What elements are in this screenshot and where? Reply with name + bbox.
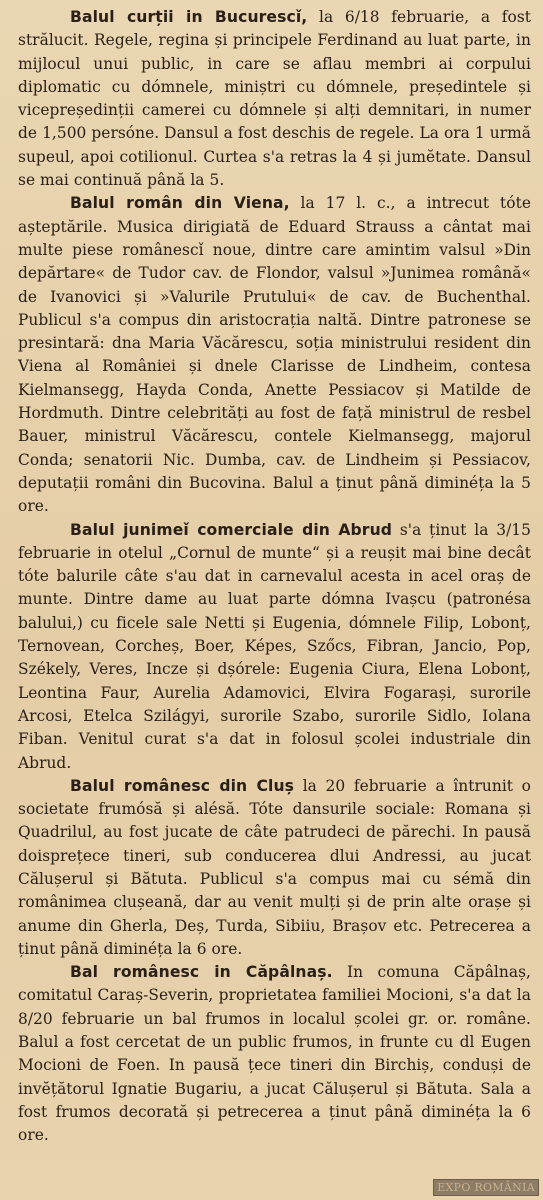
- article-heading: Balul junimeǐ comerciale din Abrud: [70, 520, 393, 539]
- watermark-label: EXPO ROMÂNIA: [433, 1179, 539, 1196]
- article-heading: Balul românesc din Cluș: [70, 776, 295, 795]
- article-text: [18, 192, 531, 518]
- article-text: [18, 775, 531, 961]
- article-capalnas-ball: [18, 961, 531, 1147]
- article-text: [18, 519, 531, 775]
- article-body: In comuna Căpâlnaș, comitatul Caraș-Severin, proprietatea familiei Mocioni, s'a dat la 8/20 februarie un bal frumos in localul școlei gr. or. române. Balul a fost cercetat de un public frumos, in frunte cu dl Eugen Mocioni de Foen. In pausă țece tineri din Birchiș, conduși de invĕțătorul Ignatie Bugariu, a jucat Călușerul și Bătuta. Sala a fost frumos decorată și petrecerea a ținut până diminéța la 6 ore.: [18, 963, 531, 1145]
- article-court-ball: [18, 6, 531, 192]
- article-heading: Balul român din Viena,: [70, 194, 290, 213]
- article-cluj-ball: [18, 775, 531, 961]
- article-heading: Bal românesc in Căpâlnaș.: [70, 963, 333, 982]
- article-body: s'a ținut la 3/15 februarie in otelul „Cornul de munte“ și a reușit mai bine decât tóte balurile câte s'au dat in carnevalul acesta in acel oraș de munte. Dintre dame au luat parte dómna Ivașcu (patronésa balului,) cu ficele sale Netti și Eugenia, dómnele Filip, Lobonț, Ternovean, Corcheș, Boer, Képes, Szőcs, Fibran, Jancio, Pop, Székely, Veres, Incze și dșórele: Eugenia Ciura, Elena Lobonț, Leontina Faur, Aurelia Adamovici, Elvira Fogarași, surorile Arcosi, Etelca Szilágyi, surorile Szabo, surorile Sidlo, Iolana Fiban. Venitul curat s'a dat in folosul școlei industriale din Abrud.: [18, 520, 531, 772]
- article-text: [18, 961, 531, 1147]
- article-text: [18, 6, 531, 192]
- article-body: la 6/18 februarie, a fost strălucit. Regele, regina și principele Ferdinand au luat parte, in mijlocul unui public, in care se aflau membri ai corpului diplomatic cu dómnele, miniștri cu dómnele, președintele și vicepreședinții camerei cu dómnele și alți demnitari, in numer de 1,500 persóne. Dansul a fost deschis de regele. La ora 1 urmă supeul, apoi cotilionul. Curtea s'a retras la 4 și jumĕtate. Dansul se mai continuă până la 5.: [18, 8, 531, 190]
- article-body: la 17 l. c., a intrecut tóte așteptările. Musica dirigiată de Eduard Strauss a cântat mai multe piese românescǐ noue, dintre care amintim valsul »Din depărtare« de Tudor cav. de Flondor, valsul »Junimea română« de Ivanovici și »Valurile Prutului« de cav. de Buchenthal. Publicul s'a compus din aristocrația naltă. Dintre patronese se presintară: dna Maria Văcărescu, soția ministrului resident din Viena al României și dnele Clarisse de Lindheim, contesa Kielmansegg, Hayda Conda, Anette Pessiacov și Matilde de Hordmuth. Dintre celebrități au fost de față ministrul de resbel Bauer, ministrul Văcărescu, contele Kielmansegg, majorul Conda; senatorii Nic. Dumba, cav. de Lindheim și Pessiacov, deputații români din Bucovina. Balul a ținut până diminéța la 5 ore.: [18, 194, 531, 516]
- article-vienna-ball: [18, 192, 531, 518]
- article-body: la 20 februarie a întrunit o societate frumósă și alésă. Tóte dansurile sociale: Romana și Quadrilul, au fost jucate de câte patrudeci de părechi. In pausă doisprețece tineri, sub conducerea dlui Andressi, au jucat Călușerul și Bătuta. Publicul s'a compus mai cu sémă din românimea clușeană, dar au venit mulți și de prin alte orașe și anume din Gherla, Deș, Turda, Sibiiu, Brașov etc. Petrecerea a ținut până diminéța la 6 ore.: [18, 776, 531, 958]
- article-heading: Balul curții in Bucurescǐ,: [70, 8, 308, 26]
- article-abrud-ball: [18, 519, 531, 775]
